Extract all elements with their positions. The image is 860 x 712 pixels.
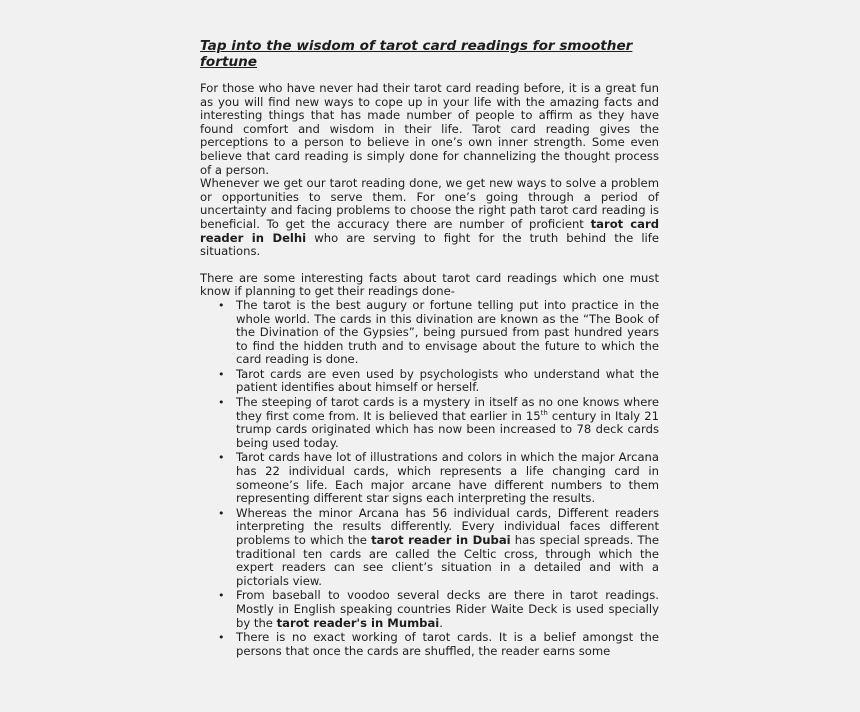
paragraph-facts-intro: There are some interesting facts about tarot card readings which one must know if planning to get their readings done- bbox=[200, 270, 659, 299]
paragraph-reading bbox=[200, 177, 659, 259]
list-item bbox=[218, 366, 659, 395]
list-item-text: The tarot is the best augury or fortune telling put into practice in the whole world. The cards in this divination are known as the “The Book of the Divination of the Gypsies”, being pursued from past hundred years to find the hidden truth and to envisage about the future to which the card reading is done. bbox=[236, 297, 659, 367]
list-item bbox=[218, 450, 659, 506]
list-item-text-b: . bbox=[439, 615, 443, 630]
document-title: Tap into the wisdom of tarot card readings for smoother fortune bbox=[200, 38, 633, 70]
bullet-icon: • bbox=[218, 589, 225, 603]
paragraph-reading-text-a: Whenever we get our tarot reading done, we get new ways to solve a problem or opportunities to serve them. For one’s going through a period of uncertainty and facing problems to choose the right path tarot card reading is beneficial. To get the accuracy there are number of proficient bbox=[200, 176, 659, 231]
list-item-text-a: From baseball to voodoo several decks are there in tarot readings. Mostly in English speaking countries Rider Waite Deck is used specially by the bbox=[236, 588, 659, 630]
list-item bbox=[218, 588, 659, 630]
bullet-icon: • bbox=[218, 506, 225, 520]
list-item bbox=[218, 505, 660, 589]
link-tarot-reader-dubai: tarot reader in Dubai bbox=[371, 533, 511, 547]
bullet-icon: • bbox=[218, 631, 225, 645]
list-item-text-a: The steeping of tarot cards is a mystery in itself as no one knows where they first come from. It is believed that earlier in 15 bbox=[236, 395, 659, 423]
bullet-icon: • bbox=[218, 396, 225, 410]
bullet-icon: • bbox=[218, 298, 225, 312]
link-tarot-reader-delhi: tarot card reader in Delhi bbox=[200, 216, 660, 245]
paragraph-gap bbox=[200, 259, 659, 272]
document-page bbox=[200, 38, 659, 659]
bullet-icon: • bbox=[218, 367, 225, 381]
list-item-text: Tarot cards have lot of illustrations and colors in which the major Arcana has 22 individual cards, which represents a life changing card in someone’s life. Each major arcane have different numbers to them representing different star signs each interpreting the results. bbox=[236, 450, 659, 506]
bullet-icon: • bbox=[218, 451, 225, 465]
list-item-text: There is no exact working of tarot cards. It is a belief amongst the persons that once the cards are shuffled, the reader earns some bbox=[236, 630, 659, 658]
list-item-text-b: has special spreads. The traditional ten cards are called the Celtic cross, through which the expert readers can see client’s situation in a detailed and with a pictorials view. bbox=[236, 533, 660, 588]
paragraph-intro: For those who have never had their tarot card reading before, it is a great fun as you will find new ways to cope up in your life with the amazing facts and interesting things that has made number of people to affirm as they have found comfort and wisdom in their life. Tarot card reading gives the perceptions to a person to believe in one’s own inner strength. Some even believe that card reading is simply done for channelizing the thought process of a person. bbox=[200, 81, 659, 177]
paragraph-reading-text-b: who are serving to fight for the truth behind the life situations. bbox=[200, 230, 659, 259]
facts-list bbox=[200, 299, 659, 658]
link-tarot-reader-mumbai: tarot reader's in Mumbai bbox=[276, 615, 440, 630]
list-item-text-b: century in Italy 21 trump cards originated which has now been increased to 78 deck cards being used today. bbox=[236, 408, 659, 450]
list-item-text-a: Whereas the minor Arcana has 56 individual cards, Different readers interpreting the results differently. Every individual faces different problems to which the bbox=[236, 505, 659, 547]
list-item bbox=[218, 630, 659, 658]
superscript-th: th bbox=[540, 408, 548, 417]
list-item bbox=[218, 395, 659, 450]
list-item bbox=[218, 297, 659, 367]
list-item-text: Tarot cards are even used by psychologists who understand what the patient identifies about himself or herself. bbox=[236, 366, 659, 395]
